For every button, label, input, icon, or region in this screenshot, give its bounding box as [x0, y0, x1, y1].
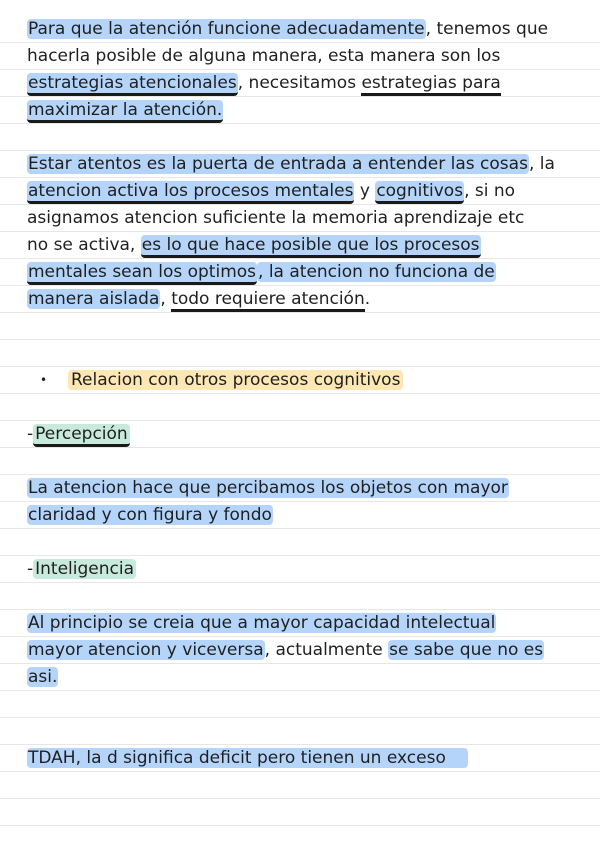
dash: - — [27, 424, 34, 444]
percepcion-heading — [27, 421, 130, 448]
inteligencia-line1 — [27, 610, 496, 637]
dash: - — [27, 559, 34, 579]
highlight-span: manera aislada — [28, 289, 160, 309]
text-span: , si no — [464, 181, 516, 201]
paragraph2-line5 — [27, 259, 496, 286]
paragraph2-line2 — [27, 178, 515, 205]
highlight-span: Estar atentos es la puerta de entrada a entender las cosas — [28, 154, 528, 174]
paragraph2-line3 — [27, 205, 524, 232]
text-span: , — [160, 289, 172, 309]
inteligencia-line2 — [27, 637, 544, 664]
text-span: , actualmente — [264, 640, 389, 660]
inteligencia-line3 — [27, 664, 58, 691]
text-span: , tenemos que — [425, 19, 549, 39]
text-span: no se activa, — [27, 235, 141, 255]
highlight-underline-span: atencion activa los procesos mentales — [27, 181, 354, 204]
underline-span: estrategias para — [361, 73, 500, 96]
underline-span: todo requiere atención — [171, 289, 365, 312]
paragraph1-line1 — [27, 16, 548, 43]
percepcion-line1 — [27, 475, 509, 502]
paragraph1-line2 — [27, 43, 500, 70]
highlight-span: Para que la atención funcione adecuadamente — [28, 19, 425, 39]
highlight-span: se sabe que no es — [389, 640, 544, 660]
paragraph2-line6 — [27, 286, 370, 313]
text-span: , necesitamos — [237, 73, 362, 93]
highlight-span: TDAH, la d significa deficit pero tienen un exceso — [27, 748, 468, 768]
heading-span: Percepción — [33, 424, 130, 447]
highlight-span: asi. — [28, 667, 58, 687]
paragraph1-line4 — [27, 97, 223, 124]
text-span: asignamos atencion suficiente la memoria aprendizaje etc — [27, 208, 525, 228]
highlight-underline-span: maximizar la atención. — [27, 100, 223, 123]
tdah-line — [27, 745, 468, 772]
highlight-underline-span: cognitivos — [375, 181, 464, 204]
text-span: , la — [528, 154, 555, 174]
text-span: y — [354, 181, 376, 201]
highlight-underline-span: mentales sean los optimos — [27, 262, 257, 285]
text-span: . — [364, 289, 371, 309]
bullet-dot: • — [40, 373, 48, 387]
highlight-span: La atencion hace que percibamos los objetos con mayor — [28, 478, 508, 498]
paragraph2-line4 — [27, 232, 481, 259]
percepcion-line2 — [27, 502, 273, 529]
highlight-span: claridad y con figura y fondo — [28, 505, 272, 525]
highlight-span: , la atencion no funciona de — [258, 262, 495, 282]
highlight-underline-span: es lo que hace posible que los procesos — [141, 235, 481, 258]
highlight-underline-span: estrategias atencionales — [27, 73, 238, 96]
text-span: hacerla posible de alguna manera, esta manera son los — [27, 46, 501, 66]
highlight-span: mayor atencion y viceversa — [28, 640, 264, 660]
heading-span: Inteligencia — [35, 559, 135, 579]
inteligencia-heading — [27, 556, 136, 583]
bullet-item — [68, 367, 403, 394]
highlight-span: Al principio se creia que a mayor capacidad intelectual — [28, 613, 496, 633]
paragraph2-line1 — [27, 151, 555, 178]
highlight-span: Relacion con otros procesos cognitivos — [68, 370, 403, 390]
paragraph1-line3 — [27, 70, 501, 97]
